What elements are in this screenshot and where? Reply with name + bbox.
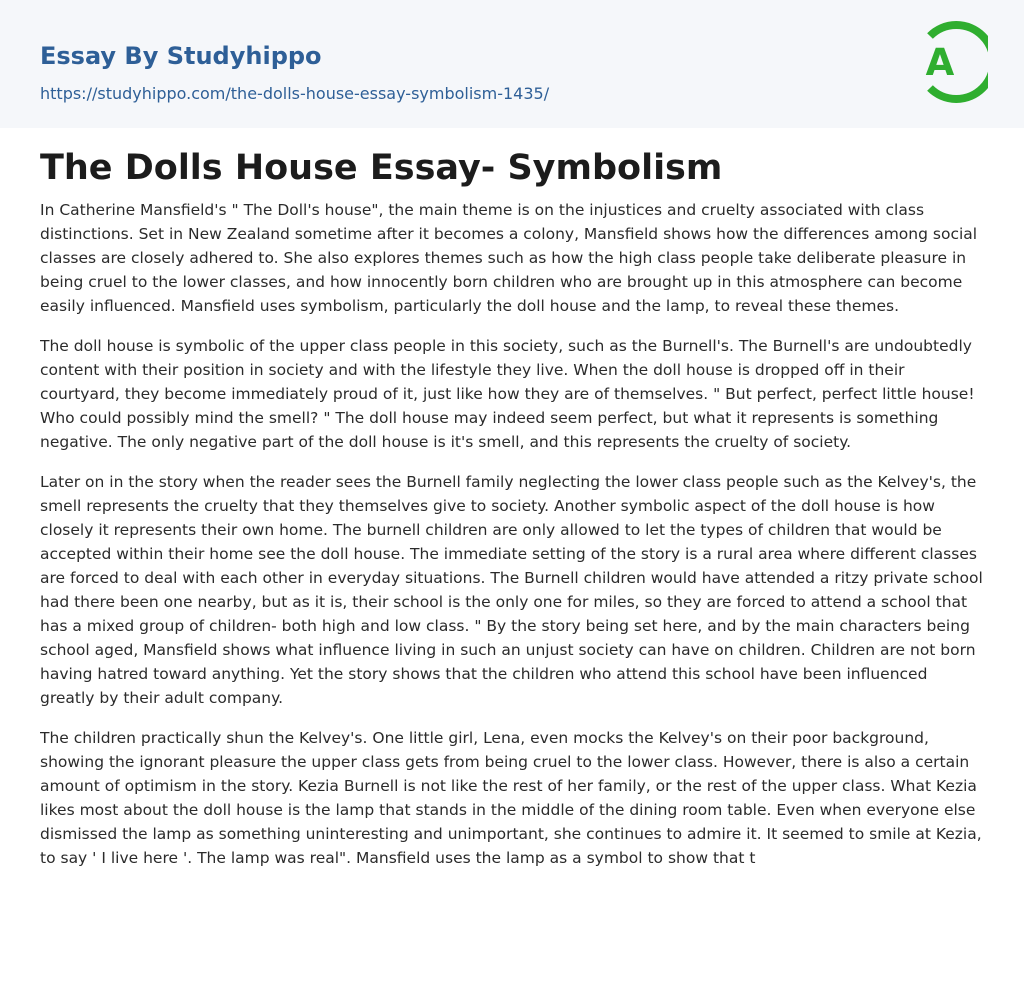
source-url-link[interactable]: https://studyhippo.com/the-dolls-house-essay-symbolism-1435/: [40, 84, 550, 103]
article-paragraph: The children practically shun the Kelvey's. One little girl, Lena, even mocks the Kelvey's on their poor background, showing the ignorant pleasure the upper class gets from being cruel to the lower class. However, there is also a certain amount of optimism in the story. Kezia Burnell is not like the rest of her family, or the rest of the upper class. What Kezia likes most about the doll house is the lamp that stands in the middle of the dining room table. Even when everyone else dismissed the lamp as something uninteresting and unimportant, she continues to admire it. It seemed to smile at Kezia, to say ' I live here '. The lamp was real". Mansfield uses the lamp as a symbol to show that t: [40, 729, 982, 867]
logo-letter: A: [925, 41, 955, 84]
article-body: [40, 198, 984, 983]
studyhippo-a-logo-icon[interactable]: [910, 18, 988, 106]
article-paragraph: Later on in the story when the reader sees the Burnell family neglecting the lower class people such as the Kelvey's, the smell represents the cruelty that they themselves give to society. Another symbolic aspect of the doll house is how closely it represents their own home. The burnell children are only allowed to let the types of children that would be accepted within their home see the doll house. The immediate setting of the story is a rural area where different classes are forced to deal with each other in everyday situations. The Burnell children would have attended a ritzy private school had there been one nearby, but as it is, their school is the only one for miles, so they are forced to attend a school that has a mixed group of children- both high and low class. " By the story being set here, and by the main characters being school aged, Mansfield shows what influence living in such an unjust society can have on children. Children are not born having hatred toward anything. Yet the story shows that the children who attend this school have been influenced greatly by their adult company.: [40, 473, 983, 707]
brand-title[interactable]: Essay By Studyhippo: [40, 42, 322, 70]
article-title: The Dolls House Essay- Symbolism: [40, 148, 723, 188]
article-paragraph: In Catherine Mansfield's " The Doll's house", the main theme is on the injustices and cruelty associated with class distinctions. Set in New Zealand sometime after it becomes a colony, Mansfield shows how the differences among social classes are closely adhered to. She also explores themes such as how the high class people take deliberate pleasure in being cruel to the lower classes, and how innocently born children who are brought up in this atmosphere can become easily influenced. Mansfield uses symbolism, particularly the doll house and the lamp, to reveal these themes.: [40, 201, 978, 315]
article-paragraph: The doll house is symbolic of the upper class people in this society, such as the Burnell's. The Burnell's are undoubtedly content with their position in society and with the lifestyle they live. When the doll house is dropped off in their courtyard, they become immediately proud of it, just like how they are of themselves. " But perfect, perfect little house! Who could possibly mind the smell? " The doll house may indeed seem perfect, but what it represents is something negative. The only negative part of the doll house is it's smell, and this represents the cruelty of society.: [40, 337, 975, 451]
site-header: [0, 0, 1024, 128]
article: [40, 144, 984, 983]
